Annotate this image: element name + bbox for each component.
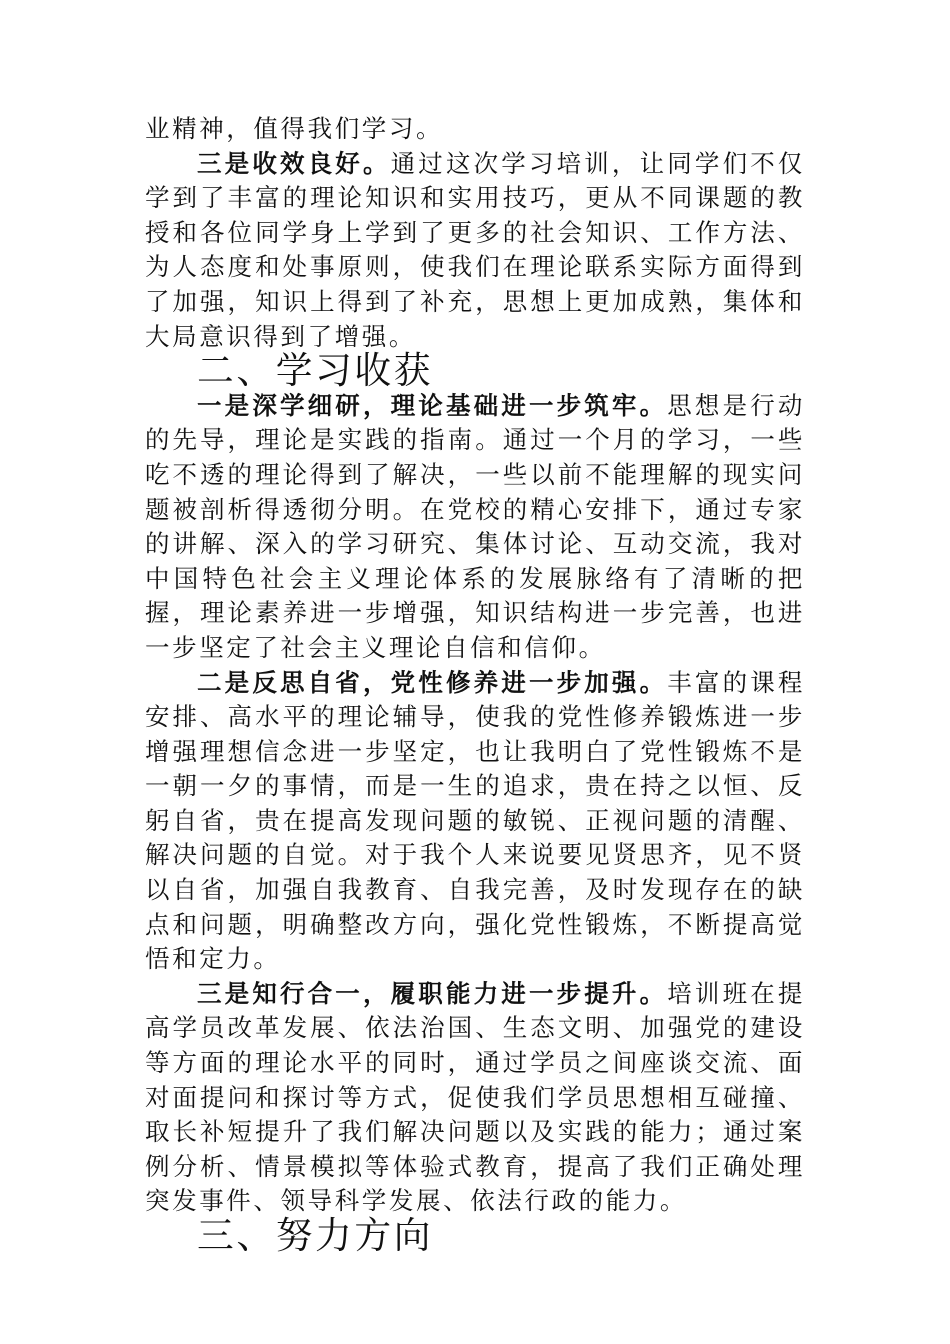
paragraph-text: 业精神，值得我们学习。 bbox=[145, 114, 444, 143]
section-heading-learning-gains: 二、学习收获 bbox=[197, 349, 434, 393]
paragraph-lead: 三是知行合一，履职能力进一步提升。 bbox=[197, 978, 668, 1008]
paragraph-lead: 三是收效良好。 bbox=[197, 148, 391, 178]
paragraph-effectiveness bbox=[145, 147, 805, 355]
paragraph-text: 培训班在提高学员改革发展、依法治国、生态文明、加强党的建设等方面的理论水平的同时，通过学员之间座谈交流、面对面提问和探讨等方式，促使我们学员思想相互碰撞、取长补短提升了我们解决问题以及实践的能力；通过案例分析、情景模拟等体验式教育，提高了我们正确处理突发事件、领导科学发展、依法行政的能力。 bbox=[145, 978, 805, 1216]
paragraph-lead: 一是深学细研，理论基础进一步筑牢。 bbox=[197, 390, 668, 420]
paragraph-practice bbox=[145, 977, 805, 1219]
paragraph-text: 丰富的课程安排、高水平的理论辅导，使我的党性修养锻炼进一步增强理想信念进一步坚定，也让我明白了党性锻炼不是一朝一夕的事情，而是一生的追求，贵在持之以恒、反躬自省，贵在提高发现问题的敏锐、正视问题的清醒、解决问题的自觉。对于我个人来说要见贤思齐，见不贤以自省，加强自我教育、自我完善，及时发现存在的缺点和问题，明确整改方向，强化党性锻炼，不断提高觉悟和定力。 bbox=[145, 667, 805, 974]
paragraph-text: 思想是行动的先导，理论是实践的指南。通过一个月的学习，一些吃不透的理论得到了解决，一些以前不能理解的现实问题被剖析得透彻分明。在党校的精心安排下，通过专家的讲解、深入的学习研究、集体讨论、互动交流，我对中国特色社会主义理论体系的发展脉络有了清晰的把握，理论素养进一步增强，知识结构进一步完善，也进一步坚定了社会主义理论自信和信仰。 bbox=[145, 390, 805, 662]
paragraph-continuation bbox=[145, 112, 805, 147]
paragraph-self-reflection bbox=[145, 666, 805, 977]
paragraph-theory bbox=[145, 389, 805, 666]
document-page bbox=[145, 112, 806, 1257]
paragraph-text: 通过这次学习培训，让同学们不仅学到了丰富的理论知识和实用技巧，更从不同课题的教授和各位同学身上学到了更多的社会知识、工作方法、为人态度和处事原则，使我们在理论联系实际方面得到了加强，知识上得到了补充，思想上更加成熟，集体和大局意识得到了增强。 bbox=[145, 148, 806, 351]
section-heading-direction: 三、努力方向 bbox=[197, 1214, 434, 1257]
paragraph-lead: 二是反思自省，党性修养进一步加强。 bbox=[197, 667, 668, 697]
